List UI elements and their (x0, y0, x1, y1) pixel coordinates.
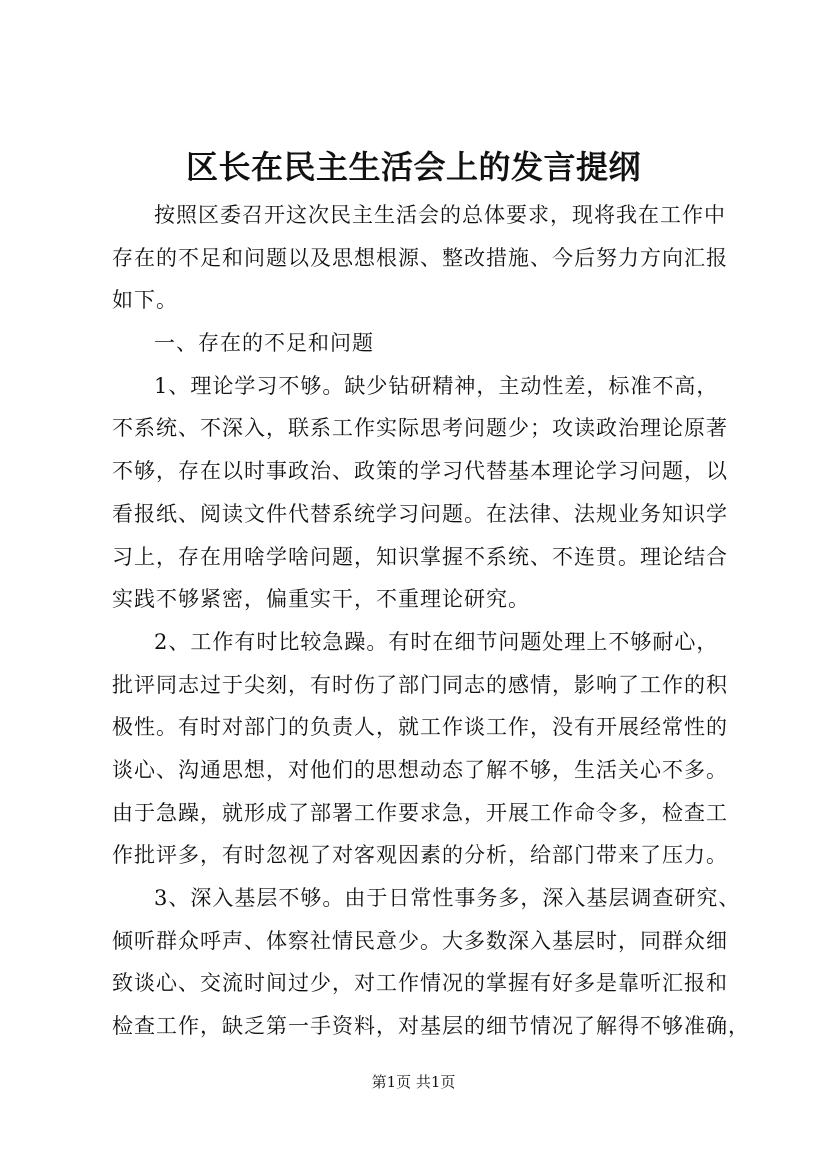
page-number: 第1页 共1页 (371, 1073, 456, 1091)
paragraph-line: 谈心、沟通思想，对他们的思想动态了解不够，生活关心不多。 (112, 757, 728, 782)
document-title: 区长在民主生活会上的发言提纲 (185, 148, 641, 186)
paragraph-line: 检查工作，缺乏第一手资料，对基层的细节情况了解得不够准确， (112, 1014, 750, 1039)
paragraph-line: 2、工作有时比较急躁。有时在细节问题处理上不够耐心， (154, 629, 719, 654)
paragraph-line: 1、理论学习不够。缺少钻研精神，主动性差，标准不高， (154, 373, 719, 398)
paragraph-line: 不系统、不深入，联系工作实际思考问题少；攻读政治理论原著 (112, 416, 728, 441)
paragraph-line: 极性。有时对部门的负责人，就工作谈工作，没有开展经常性的 (112, 715, 728, 740)
paragraph-line: 作批评多，有时忽视了对客观因素的分析，给部门带来了压力。 (112, 843, 728, 868)
paragraph-line: 习上，存在用啥学啥问题，知识掌握不系统、不连贯。理论结合 (112, 544, 728, 569)
paragraph-line: 不够，存在以时事政治、政策的学习代替基本理论学习问题，以 (112, 459, 728, 484)
section-heading: 一、存在的不足和问题 (154, 331, 374, 356)
paragraph-line: 实践不够紧密，偏重实干，不重理论研究。 (112, 587, 530, 612)
paragraph-line: 由于急躁，就形成了部署工作要求急，开展工作命令多，检查工 (112, 800, 728, 825)
paragraph-line: 致谈心、交流时间过少，对工作情况的掌握有好多是靠听汇报和 (112, 971, 728, 996)
paragraph-line: 批评同志过于尖刻，有时伤了部门同志的感情，影响了工作的积 (112, 672, 728, 697)
paragraph-line: 3、深入基层不够。由于日常性事务多，深入基层调查研究、 (154, 886, 741, 910)
paragraph-line: 如下。 (112, 288, 178, 313)
paragraph-line: 倾听群众呼声、体察社情民意少。大多数深入基层时，同群众细 (112, 928, 728, 953)
paragraph-line: 看报纸、阅读文件代替系统学习问题。在法律、法规业务知识学 (112, 501, 728, 526)
paragraph-line: 按照区委召开这次民主生活会的总体要求，现将我在工作中 (154, 203, 726, 227)
paragraph-line: 存在的不足和问题以及思想根源、整改措施、今后努力方向汇报 (112, 245, 728, 270)
document-body (112, 194, 750, 1048)
